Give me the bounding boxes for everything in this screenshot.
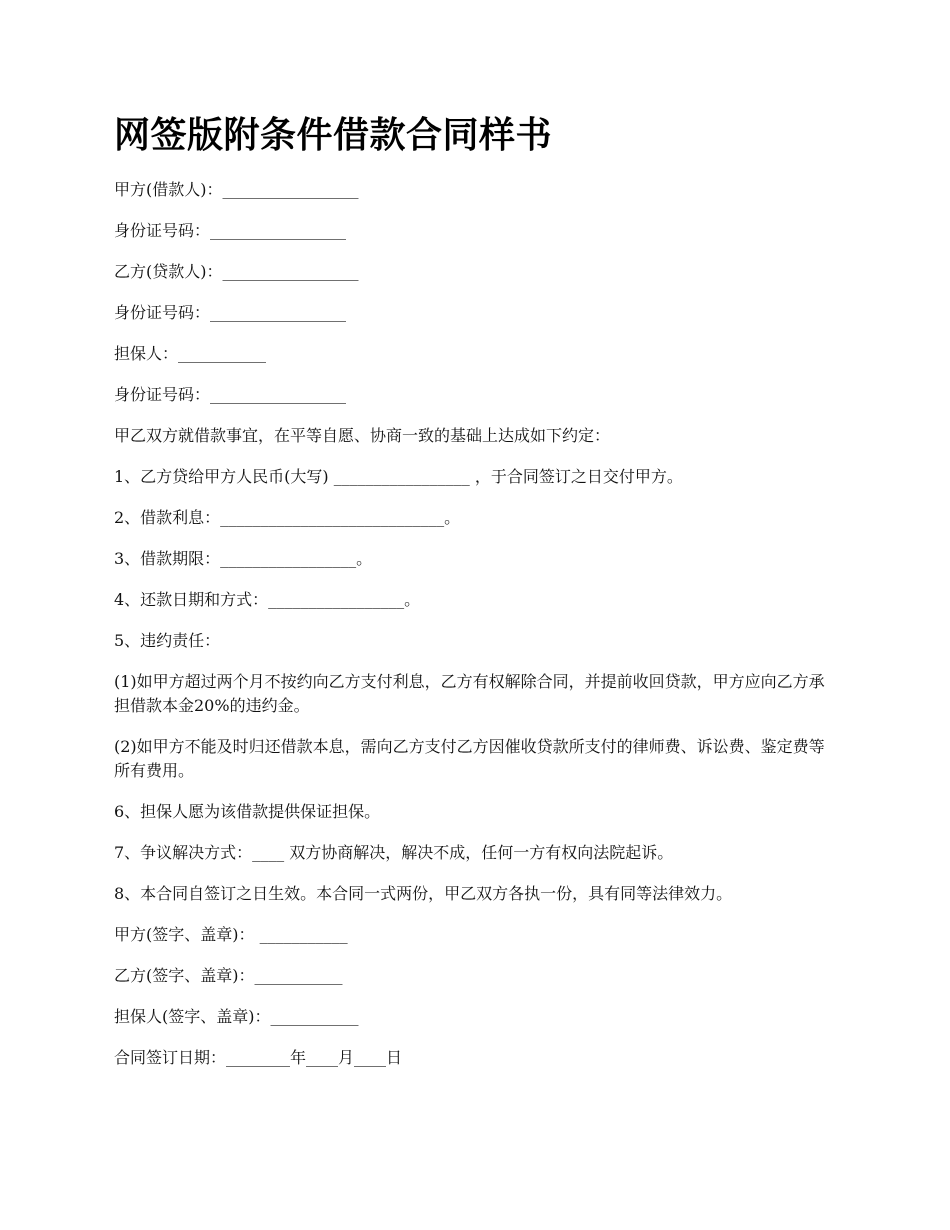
- guarantor: 担保人：___________: [114, 344, 267, 363]
- document-page: [114, 112, 834, 1087]
- clause-5-liability: 5、违约责任：: [114, 631, 221, 650]
- clause-4-repayment: 4、还款日期和方式：_________________。: [114, 590, 421, 609]
- clause-6-guarantee: 6、担保人愿为该借款提供保证担保。: [114, 802, 381, 821]
- party-a-id-number: 身份证号码：_________________: [114, 221, 347, 240]
- party-b-id-number: 身份证号码：_________________: [114, 303, 347, 322]
- clause-5-item-2: (2)如甲方不能及时归还借款本息，需向乙方支付乙方因催收贷款所支付的律师费、诉讼费、鉴定费等所有费用。: [114, 737, 825, 780]
- guarantor-id-number: 身份证号码：_________________: [114, 385, 347, 404]
- signature-guarantor: 担保人(签字、盖章)：___________: [114, 1007, 359, 1026]
- preamble: 甲乙双方就借款事宜，在平等自愿、协商一致的基础上达成如下约定：: [114, 426, 611, 445]
- signing-date: 合同签订日期：________年____月____日: [114, 1048, 403, 1067]
- party-b-lender: 乙方(贷款人)：_________________: [114, 262, 359, 281]
- clause-5-item-1: (1)如甲方超过两个月不按约向乙方支付利息，乙方有权解除合同，并提前收回贷款，甲方应向乙方承担借款本金20%的违约金。: [114, 672, 825, 715]
- clause-7-dispute: 7、争议解决方式：____ 双方协商解决，解决不成，任何一方有权向法院起诉。: [114, 843, 674, 862]
- signature-party-a: 甲方(签字、盖章)： ___________: [114, 925, 348, 944]
- signature-party-b: 乙方(签字、盖章)：___________: [114, 966, 343, 985]
- document-title: 网签版附条件借款合同样书: [114, 115, 553, 156]
- clause-1-loan-amount: 1、乙方贷给甲方人民币(大写) _________________ ，于合同签订之日交付甲方。: [114, 467, 683, 486]
- clause-3-term: 3、借款期限：_________________。: [114, 549, 373, 568]
- party-a-borrower: 甲方(借款人)：_________________: [114, 180, 359, 199]
- clause-2-interest: 2、借款利息：____________________________。: [114, 508, 461, 527]
- clause-8-effect: 8、本合同自签订之日生效。本合同一式两份，甲乙双方各执一份，具有同等法律效力。: [114, 884, 733, 903]
